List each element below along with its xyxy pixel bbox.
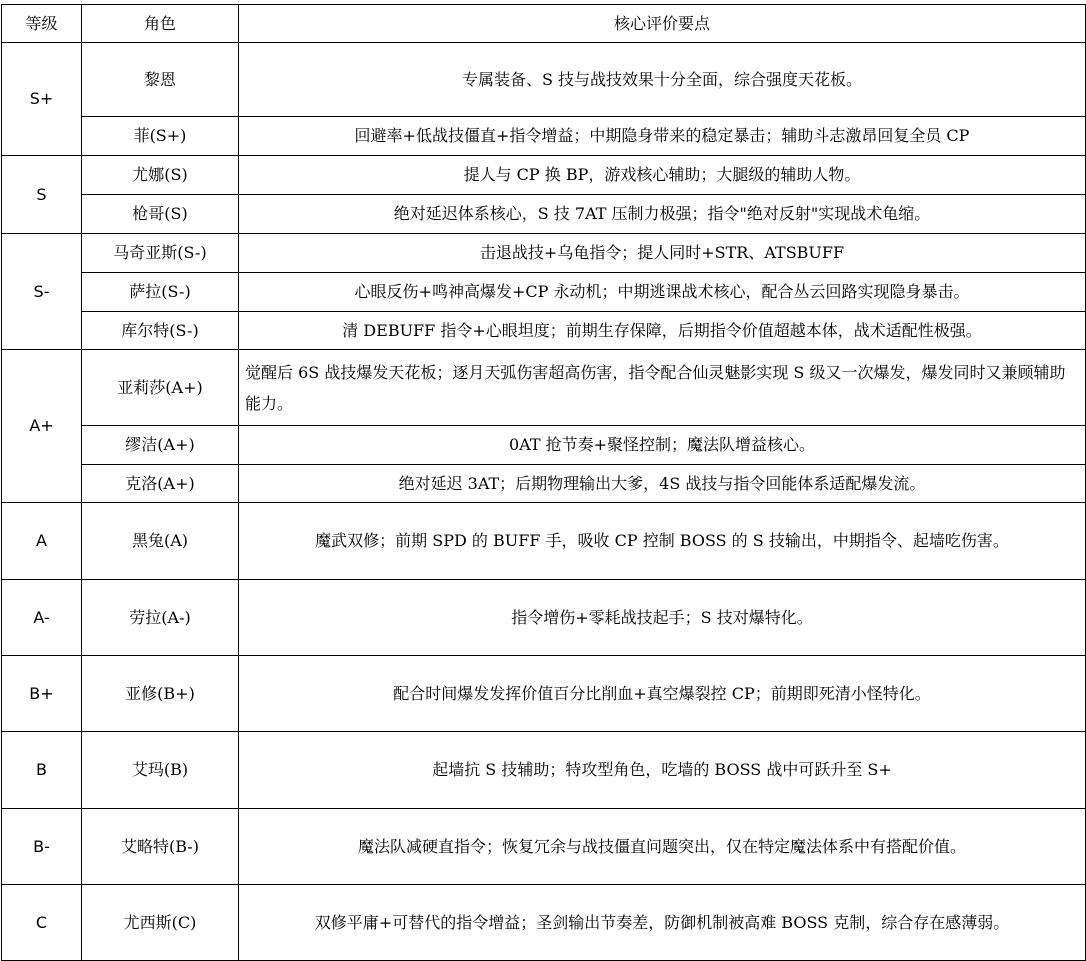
- tier-cell: S: [2, 156, 82, 234]
- tier-cell: S+: [2, 43, 82, 156]
- character-cell: 艾略特(B-): [82, 809, 239, 885]
- tier-cell: B-: [2, 809, 82, 885]
- character-cell: 黑兔(A): [82, 503, 239, 580]
- evaluation-cell: 双修平庸+可替代的指令增益；圣剑输出节奏差，防御机制被高难 BOSS 克制，综合存在感薄弱。: [239, 885, 1086, 961]
- character-cell: 马奇亚斯(S-): [82, 234, 239, 273]
- table-row: [2, 465, 1086, 503]
- character-cell: 黎恩: [82, 43, 239, 117]
- evaluation-cell: 配合时间爆发发挥价值百分比削血+真空爆裂控 CP；前期即死清小怪特化。: [239, 656, 1086, 732]
- evaluation-cell: 0AT 抢节奏+聚怪控制；魔法队增益核心。: [239, 426, 1086, 465]
- table-row: [2, 350, 1086, 426]
- table-row: [2, 43, 1086, 117]
- character-cell: 库尔特(S-): [82, 312, 239, 350]
- table-row: [2, 732, 1086, 809]
- table-row: [2, 234, 1086, 273]
- character-cell: 艾玛(B): [82, 732, 239, 809]
- evaluation-cell: 指令增伤+零耗战技起手；S 技对爆特化。: [239, 580, 1086, 656]
- header-character: 角色: [82, 5, 239, 43]
- tier-cell: S-: [2, 234, 82, 350]
- character-cell: 枪哥(S): [82, 195, 239, 234]
- evaluation-cell: 起墙抗 S 技辅助；特攻型角色，吃墙的 BOSS 战中可跃升至 S+: [239, 732, 1086, 809]
- table-row: [2, 503, 1086, 580]
- table-row: [2, 273, 1086, 312]
- table-row: [2, 195, 1086, 234]
- character-cell: 缪洁(A+): [82, 426, 239, 465]
- table-row: [2, 117, 1086, 156]
- character-cell: 尤西斯(C): [82, 885, 239, 961]
- character-cell: 尤娜(S): [82, 156, 239, 195]
- table-row: [2, 809, 1086, 885]
- evaluation-cell: 专属装备、S 技与战技效果十分全面，综合强度天花板。: [239, 43, 1086, 117]
- header-row: [2, 5, 1086, 43]
- character-cell: 萨拉(S-): [82, 273, 239, 312]
- evaluation-cell: 击退战技+乌龟指令；提人同时+STR、ATSBUFF: [239, 234, 1086, 273]
- tier-cell: A: [2, 503, 82, 580]
- tier-cell: A-: [2, 580, 82, 656]
- header-tier: 等级: [2, 5, 82, 43]
- evaluation-cell: 绝对延迟 3AT；后期物理输出大爹，4S 战技与指令回能体系适配爆发流。: [239, 465, 1086, 503]
- table-row: [2, 312, 1086, 350]
- character-cell: 劳拉(A-): [82, 580, 239, 656]
- character-cell: 克洛(A+): [82, 465, 239, 503]
- tier-cell: B+: [2, 656, 82, 732]
- tier-cell: A+: [2, 350, 82, 503]
- tier-cell: B: [2, 732, 82, 809]
- table-row: [2, 156, 1086, 195]
- evaluation-cell: 魔武双修；前期 SPD 的 BUFF 手，吸收 CP 控制 BOSS 的 S 技输出，中期指令、起墙吃伤害。: [239, 503, 1086, 580]
- tier-cell: C: [2, 885, 82, 961]
- character-cell: 菲(S+): [82, 117, 239, 156]
- evaluation-cell: 绝对延迟体系核心，S 技 7AT 压制力极强；指令"绝对反射"实现战术龟缩。: [239, 195, 1086, 234]
- evaluation-cell: 心眼反伤+鸣神高爆发+CP 永动机；中期逃课战术核心，配合丛云回路实现隐身暴击。: [239, 273, 1086, 312]
- character-cell: 亚修(B+): [82, 656, 239, 732]
- table-row: [2, 656, 1086, 732]
- table-row: [2, 885, 1086, 961]
- evaluation-cell: 魔法队减硬直指令；恢复冗余与战技僵直问题突出，仅在特定魔法体系中有搭配价值。: [239, 809, 1086, 885]
- evaluation-cell: 觉醒后 6S 战技爆发天花板；逐月天弧伤害超高伤害，指令配合仙灵魅影实现 S 级又一次爆发，爆发同时又兼顾辅助能力。: [239, 350, 1086, 426]
- tier-list-table: [1, 4, 1086, 961]
- table-row: [2, 426, 1086, 465]
- table-row: [2, 580, 1086, 656]
- header-evaluation: 核心评价要点: [239, 5, 1086, 43]
- evaluation-cell: 提人与 CP 换 BP，游戏核心辅助；大腿级的辅助人物。: [239, 156, 1086, 195]
- character-cell: 亚莉莎(A+): [82, 350, 239, 426]
- evaluation-cell: 清 DEBUFF 指令+心眼坦度；前期生存保障，后期指令价值超越本体，战术适配性极强。: [239, 312, 1086, 350]
- evaluation-cell: 回避率+低战技僵直+指令增益；中期隐身带来的稳定暴击；辅助斗志激昂回复全员 CP: [239, 117, 1086, 156]
